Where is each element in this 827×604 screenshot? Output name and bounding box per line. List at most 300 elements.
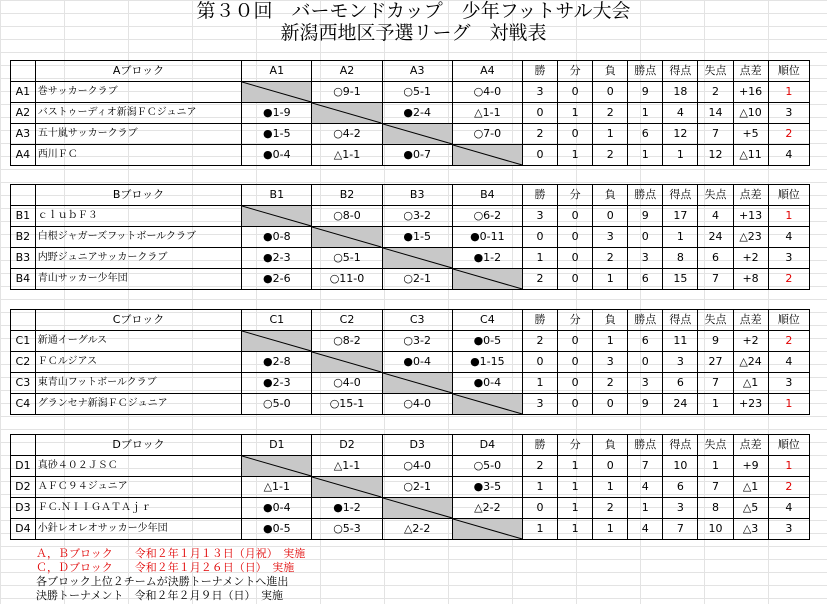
stat-value: 1 <box>522 519 557 540</box>
diagonal-slash <box>453 269 522 289</box>
team-name: 五十嵐サッカークラブ <box>35 124 241 145</box>
match-result: ○5-0 <box>242 394 312 415</box>
stat-header: 点差 <box>733 61 768 82</box>
stat-value: 3 <box>522 82 557 103</box>
match-result: ●1-2 <box>312 498 382 519</box>
team-name: 新通イーグルス <box>35 331 241 352</box>
diagonal-slash <box>312 227 381 247</box>
stat-header: 負 <box>593 435 628 456</box>
match-result: ○4-0 <box>382 456 452 477</box>
stat-value: 0 <box>558 269 593 290</box>
stat-header: 得点 <box>663 435 698 456</box>
stat-value: 1 <box>593 331 628 352</box>
stat-value: 0 <box>628 227 663 248</box>
stat-value: 8 <box>698 498 733 519</box>
stat-value: 6 <box>698 248 733 269</box>
rank: 4 <box>768 227 809 248</box>
rank: 3 <box>768 519 809 540</box>
table-row <box>11 206 810 227</box>
match-result: ●0-4 <box>242 498 312 519</box>
diagonal-slash <box>453 394 522 414</box>
block-header-row <box>11 185 810 206</box>
match-result: ●0-4 <box>382 352 452 373</box>
match-result: ○2-1 <box>382 477 452 498</box>
stat-value: 9 <box>628 394 663 415</box>
stat-value: +23 <box>733 394 768 415</box>
table-row <box>11 248 810 269</box>
team-id: B4 <box>11 269 36 290</box>
match-result: △1-1 <box>312 145 382 166</box>
team-id: D3 <box>11 498 36 519</box>
stat-value: 7 <box>698 269 733 290</box>
stat-value: 9 <box>628 206 663 227</box>
stat-value: △1 <box>733 477 768 498</box>
stat-value: 1 <box>593 519 628 540</box>
rank: 2 <box>768 124 809 145</box>
self-match-cell <box>312 227 382 248</box>
match-result: ○6-2 <box>452 206 522 227</box>
stat-value: 1 <box>558 103 593 124</box>
header-blank <box>11 61 36 82</box>
block-header-row <box>11 310 810 331</box>
stat-value: 24 <box>663 394 698 415</box>
table-row <box>11 394 810 415</box>
rank: 1 <box>768 456 809 477</box>
stat-value: 3 <box>593 352 628 373</box>
match-result: ●2-6 <box>242 269 312 290</box>
stat-value: 12 <box>663 124 698 145</box>
stat-value: △1 <box>733 373 768 394</box>
match-result: ●0-5 <box>242 519 312 540</box>
diagonal-slash <box>242 82 311 102</box>
stat-value: +2 <box>733 331 768 352</box>
team-id: C3 <box>11 373 36 394</box>
stat-value: 1 <box>698 456 733 477</box>
stat-value: 0 <box>558 394 593 415</box>
match-result: ●0-7 <box>382 145 452 166</box>
rank: 1 <box>768 82 809 103</box>
stat-value: 0 <box>593 206 628 227</box>
column-header: B2 <box>312 185 382 206</box>
note-final: 決勝トーナメント 令和２年２月９日（日） 実施 <box>36 589 284 602</box>
stat-value: 10 <box>698 519 733 540</box>
header-blank <box>11 185 36 206</box>
rank: 4 <box>768 498 809 519</box>
self-match-cell <box>452 145 522 166</box>
stat-value: 1 <box>628 498 663 519</box>
match-result: ○4-0 <box>382 394 452 415</box>
match-result: △1-1 <box>242 477 312 498</box>
match-result: ●1-5 <box>242 124 312 145</box>
stat-value: +13 <box>733 206 768 227</box>
stat-value: △5 <box>733 498 768 519</box>
self-match-cell <box>242 206 312 227</box>
team-name: 巻サッカークラブ <box>35 82 241 103</box>
stat-value: 3 <box>593 227 628 248</box>
rank: 2 <box>768 269 809 290</box>
stat-value: 0 <box>628 352 663 373</box>
stat-value: 1 <box>593 269 628 290</box>
stat-value: 17 <box>663 206 698 227</box>
stat-value: +8 <box>733 269 768 290</box>
team-name: 東青山フットボールクラブ <box>35 373 241 394</box>
team-id: A3 <box>11 124 36 145</box>
team-name: 小針レオレオサッカー少年団 <box>35 519 241 540</box>
table-row <box>11 477 810 498</box>
stat-value: 4 <box>628 519 663 540</box>
stat-value: 3 <box>663 352 698 373</box>
self-match-cell <box>452 519 522 540</box>
team-name: ＦＣルジアス <box>35 352 241 373</box>
diagonal-slash <box>453 145 522 165</box>
stat-value: 1 <box>663 227 698 248</box>
stat-value: +9 <box>733 456 768 477</box>
table-row <box>11 124 810 145</box>
diagonal-slash <box>312 477 381 497</box>
match-result: ●0-11 <box>452 227 522 248</box>
block-table-0 <box>10 60 810 166</box>
column-header: B3 <box>382 185 452 206</box>
stat-header: 順位 <box>768 310 809 331</box>
match-result: ●1-15 <box>452 352 522 373</box>
column-header: C3 <box>382 310 452 331</box>
team-id: A2 <box>11 103 36 124</box>
stat-value: 1 <box>522 373 557 394</box>
stat-value: 2 <box>593 498 628 519</box>
match-result: ○7-0 <box>452 124 522 145</box>
team-id: A1 <box>11 82 36 103</box>
stat-value: +5 <box>733 124 768 145</box>
stat-value: 1 <box>558 498 593 519</box>
stat-header: 勝点 <box>628 61 663 82</box>
stat-value: 2 <box>522 269 557 290</box>
stat-value: 7 <box>698 373 733 394</box>
stat-header: 失点 <box>698 185 733 206</box>
match-result: △1-1 <box>452 103 522 124</box>
column-header: D2 <box>312 435 382 456</box>
stat-value: 0 <box>558 124 593 145</box>
stat-value: 0 <box>522 227 557 248</box>
table-row <box>11 227 810 248</box>
self-match-cell <box>242 456 312 477</box>
self-match-cell <box>242 331 312 352</box>
column-header: A3 <box>382 61 452 82</box>
stat-value: 1 <box>593 477 628 498</box>
stat-value: 3 <box>522 206 557 227</box>
stat-value: 1 <box>558 145 593 166</box>
header-blank <box>11 435 36 456</box>
team-id: A4 <box>11 145 36 166</box>
stat-header: 分 <box>558 185 593 206</box>
match-result: ●3-5 <box>452 477 522 498</box>
stat-header: 順位 <box>768 61 809 82</box>
team-id: D1 <box>11 456 36 477</box>
diagonal-slash <box>312 352 381 372</box>
match-result: ●0-4 <box>452 373 522 394</box>
match-result: ●1-9 <box>242 103 312 124</box>
team-id: C4 <box>11 394 36 415</box>
stat-value: 1 <box>558 477 593 498</box>
rank: 2 <box>768 477 809 498</box>
diagonal-slash <box>383 373 452 393</box>
table-row <box>11 498 810 519</box>
stat-value: △23 <box>733 227 768 248</box>
stat-value: 2 <box>522 456 557 477</box>
table-row <box>11 373 810 394</box>
match-result: ●2-3 <box>242 373 312 394</box>
column-header: C2 <box>312 310 382 331</box>
match-result: ○3-2 <box>382 206 452 227</box>
stat-header: 負 <box>593 185 628 206</box>
self-match-cell <box>382 124 452 145</box>
column-header: D4 <box>452 435 522 456</box>
stat-value: 4 <box>663 103 698 124</box>
block-name: Aブロック <box>35 61 241 82</box>
stat-value: 3 <box>522 394 557 415</box>
block-name: Bブロック <box>35 185 241 206</box>
stat-value: 0 <box>558 248 593 269</box>
stat-header: 分 <box>558 435 593 456</box>
match-result: ○2-1 <box>382 269 452 290</box>
diagonal-slash <box>453 519 522 539</box>
stat-header: 得点 <box>663 61 698 82</box>
match-result: ○5-1 <box>382 82 452 103</box>
team-id: C1 <box>11 331 36 352</box>
match-result: ●2-4 <box>382 103 452 124</box>
diagonal-slash <box>242 206 311 226</box>
diagonal-slash <box>312 103 381 123</box>
rank: 1 <box>768 394 809 415</box>
diagonal-slash <box>383 248 452 268</box>
self-match-cell <box>452 269 522 290</box>
column-header: B4 <box>452 185 522 206</box>
table-row <box>11 103 810 124</box>
stat-value: 1 <box>558 519 593 540</box>
stat-header: 勝点 <box>628 435 663 456</box>
stat-header: 勝点 <box>628 310 663 331</box>
match-result: ●1-5 <box>382 227 452 248</box>
match-result: ○9-1 <box>312 82 382 103</box>
rank: 3 <box>768 373 809 394</box>
stat-header: 負 <box>593 61 628 82</box>
stat-value: 3 <box>663 498 698 519</box>
table-row <box>11 352 810 373</box>
column-header: D1 <box>242 435 312 456</box>
block-table-3 <box>10 434 810 540</box>
stat-value: 24 <box>698 227 733 248</box>
stat-value: 0 <box>522 145 557 166</box>
stat-value: 12 <box>698 145 733 166</box>
stat-header: 失点 <box>698 61 733 82</box>
stat-value: 6 <box>628 331 663 352</box>
self-match-cell <box>312 352 382 373</box>
match-result: ○5-3 <box>312 519 382 540</box>
stat-value: 0 <box>558 331 593 352</box>
self-match-cell <box>242 82 312 103</box>
stat-value: 7 <box>663 519 698 540</box>
column-header: A4 <box>452 61 522 82</box>
team-name: ＦＣ.ＮＩＩＧＡＴＡｊｒ <box>35 498 241 519</box>
team-id: B1 <box>11 206 36 227</box>
table-row <box>11 519 810 540</box>
team-id: D4 <box>11 519 36 540</box>
stat-value: 6 <box>663 477 698 498</box>
stat-value: 3 <box>628 248 663 269</box>
stat-value: 1 <box>522 477 557 498</box>
stat-value: 14 <box>698 103 733 124</box>
stat-value: 6 <box>628 269 663 290</box>
stat-header: 勝 <box>522 310 557 331</box>
stat-value: 0 <box>558 82 593 103</box>
stat-value: 1 <box>628 145 663 166</box>
diagonal-slash <box>383 124 452 144</box>
stat-header: 失点 <box>698 310 733 331</box>
page-subtitle: 新潟西地区予選リーグ 対戦表 <box>280 22 547 44</box>
rank: 2 <box>768 331 809 352</box>
stat-value: △11 <box>733 145 768 166</box>
stat-value: 2 <box>698 82 733 103</box>
self-match-cell <box>382 248 452 269</box>
stat-value: 18 <box>663 82 698 103</box>
match-result: △2-2 <box>452 498 522 519</box>
page-title: 第３０回 バーモンドカップ 少年フットサル大会 <box>196 0 631 22</box>
stat-value: 0 <box>522 103 557 124</box>
stat-value: 4 <box>698 206 733 227</box>
match-result: ○11-0 <box>312 269 382 290</box>
team-name: グランセナ新潟ＦＣジュニア <box>35 394 241 415</box>
stat-header: 順位 <box>768 185 809 206</box>
stat-value: 2 <box>593 248 628 269</box>
stat-value: △3 <box>733 519 768 540</box>
stat-header: 勝点 <box>628 185 663 206</box>
self-match-cell <box>382 498 452 519</box>
column-header: D3 <box>382 435 452 456</box>
column-header: A2 <box>312 61 382 82</box>
stat-header: 分 <box>558 310 593 331</box>
column-header: C4 <box>452 310 522 331</box>
stat-value: 2 <box>593 373 628 394</box>
stat-header: 得点 <box>663 310 698 331</box>
note-cd-schedule: Ｃ，Ｄブロック 令和２年１月２６日（日） 実施 <box>36 561 295 574</box>
match-result: ○3-2 <box>382 331 452 352</box>
stat-value: 2 <box>522 331 557 352</box>
team-name: 内野ジュニアサッカークラブ <box>35 248 241 269</box>
match-result: ●0-5 <box>452 331 522 352</box>
stat-value: 0 <box>522 498 557 519</box>
stat-value: 0 <box>593 394 628 415</box>
stat-value: 7 <box>628 456 663 477</box>
stat-value: 7 <box>698 477 733 498</box>
stat-value: 1 <box>558 456 593 477</box>
team-id: C2 <box>11 352 36 373</box>
match-result: ○5-1 <box>312 248 382 269</box>
match-result: ●0-8 <box>242 227 312 248</box>
stat-value: 0 <box>593 82 628 103</box>
team-name: バストゥーディオ新潟ＦＣジュニア <box>35 103 241 124</box>
notes <box>36 547 305 603</box>
match-result: ●2-8 <box>242 352 312 373</box>
team-id: D2 <box>11 477 36 498</box>
stat-value: 11 <box>663 331 698 352</box>
block-header-row <box>11 61 810 82</box>
rank: 3 <box>768 103 809 124</box>
team-name: ｃｌｕｂＦ３ <box>35 206 241 227</box>
column-header: B1 <box>242 185 312 206</box>
block-table-2 <box>10 309 810 415</box>
stat-value: +2 <box>733 248 768 269</box>
team-name: 西川ＦＣ <box>35 145 241 166</box>
stat-value: 10 <box>663 456 698 477</box>
stat-header: 順位 <box>768 435 809 456</box>
self-match-cell <box>312 103 382 124</box>
match-result: ○15-1 <box>312 394 382 415</box>
stat-value: 7 <box>698 124 733 145</box>
team-name: ＡＦＣ９４ジュニア <box>35 477 241 498</box>
stat-value: 1 <box>698 394 733 415</box>
team-id: B2 <box>11 227 36 248</box>
match-result: ●2-3 <box>242 248 312 269</box>
table-row <box>11 456 810 477</box>
team-name: 白根ジャガーズフットボールクラブ <box>35 227 241 248</box>
stat-value: 0 <box>558 352 593 373</box>
stat-value: △10 <box>733 103 768 124</box>
match-result: ○4-0 <box>312 373 382 394</box>
match-result: ●0-4 <box>242 145 312 166</box>
block-name: Dブロック <box>35 435 241 456</box>
stat-value: 27 <box>698 352 733 373</box>
stat-value: 6 <box>628 124 663 145</box>
note-advance: 各ブロック上位２チームが決勝トーナメントへ進出 <box>36 575 289 588</box>
note-ab-schedule: Ａ，Ｂブロック 令和２年１月１３日（月祝） 実施 <box>36 547 306 560</box>
match-result: ○5-0 <box>452 456 522 477</box>
stat-value: 0 <box>593 456 628 477</box>
stat-value: △24 <box>733 352 768 373</box>
stat-value: 0 <box>558 206 593 227</box>
stat-header: 失点 <box>698 435 733 456</box>
stat-value: 1 <box>663 145 698 166</box>
stat-value: 6 <box>663 373 698 394</box>
diagonal-slash <box>242 331 311 351</box>
stat-value: 15 <box>663 269 698 290</box>
self-match-cell <box>452 394 522 415</box>
stat-value: 1 <box>522 248 557 269</box>
match-result: ○8-0 <box>312 206 382 227</box>
team-id: B3 <box>11 248 36 269</box>
stat-header: 勝 <box>522 185 557 206</box>
stat-value: 2 <box>593 103 628 124</box>
table-row <box>11 145 810 166</box>
column-header: C1 <box>242 310 312 331</box>
stat-value: 0 <box>558 373 593 394</box>
team-name: 真砂４０２ＪＳＣ <box>35 456 241 477</box>
block-name: Cブロック <box>35 310 241 331</box>
self-match-cell <box>382 373 452 394</box>
match-result: ●1-2 <box>452 248 522 269</box>
self-match-cell <box>312 477 382 498</box>
stat-value: 9 <box>698 331 733 352</box>
stat-header: 点差 <box>733 435 768 456</box>
rank: 4 <box>768 352 809 373</box>
diagonal-slash <box>383 498 452 518</box>
stat-value: +16 <box>733 82 768 103</box>
stat-header: 負 <box>593 310 628 331</box>
stat-header: 点差 <box>733 185 768 206</box>
match-result: ○4-0 <box>452 82 522 103</box>
match-result: ○8-2 <box>312 331 382 352</box>
stat-value: 2 <box>522 124 557 145</box>
stat-header: 点差 <box>733 310 768 331</box>
match-result: ○4-2 <box>312 124 382 145</box>
